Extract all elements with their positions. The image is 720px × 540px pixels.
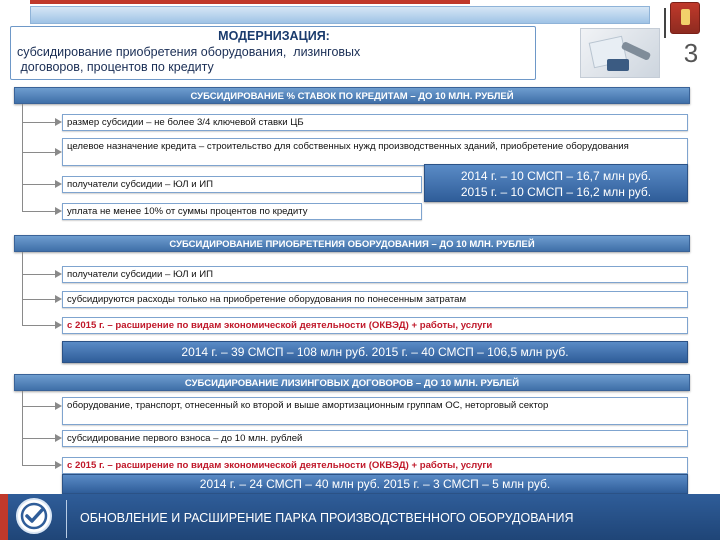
coat-of-arms-icon xyxy=(670,2,700,34)
tree-branch xyxy=(22,406,56,407)
list-item: субсидируются расходы только на приобретение оборудования по понесенным затратам xyxy=(62,291,688,308)
stats-box-credit xyxy=(424,164,688,202)
footer-caption: ОБНОВЛЕНИЕ И РАСШИРЕНИЕ ПАРКА ПРОИЗВОДСТВЕННОГО ОБОРУДОВАНИЯ xyxy=(80,511,574,525)
section-heading-leasing: СУБСИДИРОВАНИЕ ЛИЗИНГОВЫХ ДОГОВОРОВ – ДО 10 МЛН. РУБЛЕЙ xyxy=(14,374,690,391)
list-item: получатели субсидии – ЮЛ и ИП xyxy=(62,266,688,283)
section-heading-credit: СУБСИДИРОВАНИЕ % СТАВОК ПО КРЕДИТАМ – ДО 10 МЛН. РУБЛЕЙ xyxy=(14,87,690,104)
arrow-right-icon xyxy=(55,207,62,215)
page-subtitle-line-1: субсидирование приобретения оборудования, лизинговых xyxy=(17,45,361,59)
list-item-highlight: с 2015 г. – расширение по видам экономической деятельности (ОКВЭД) + работы, услуги xyxy=(62,317,688,334)
arrow-right-icon xyxy=(55,270,62,278)
arrow-right-icon xyxy=(55,321,62,329)
arrow-right-icon xyxy=(55,402,62,410)
stats-bar-equipment: 2014 г. – 39 СМСП – 108 млн руб. 2015 г. – 40 СМСП – 106,5 млн руб. xyxy=(62,341,688,363)
list-item: уплата не менее 10% от суммы процентов по кредиту xyxy=(62,203,422,220)
footer-accent-strip xyxy=(0,494,8,540)
stats-line: 2014 г. – 10 СМСП – 16,7 млн руб. xyxy=(460,169,652,183)
stats-bar-leasing: 2014 г. – 24 СМСП – 40 млн руб. 2015 г. – 3 СМСП – 5 млн руб. xyxy=(62,474,688,494)
calculator-icon xyxy=(607,59,629,71)
list-item: получатели субсидии – ЮЛ и ИП xyxy=(62,176,422,193)
top-accent-bar xyxy=(30,0,470,4)
arrow-right-icon xyxy=(55,434,62,442)
tree-branch xyxy=(22,299,56,300)
tree-connector xyxy=(22,104,23,212)
arrow-right-icon xyxy=(55,118,62,126)
tree-branch xyxy=(22,274,56,275)
list-item: целевое назначение кредита – строительство для собственных нужд производственных зданий, приобретение оборудования xyxy=(62,138,688,166)
arrow-right-icon xyxy=(55,295,62,303)
page-subtitle xyxy=(17,45,527,75)
page-title: МОДЕРНИЗАЦИЯ: xyxy=(218,29,330,43)
arrow-right-icon xyxy=(55,148,62,156)
tree-branch xyxy=(22,325,56,326)
tree-connector xyxy=(22,391,23,466)
title-box xyxy=(10,26,536,80)
top-header-bar xyxy=(30,6,650,24)
page-subtitle-line-2: договоров, процентов по кредиту xyxy=(17,60,214,74)
tree-branch xyxy=(22,152,56,153)
header-divider xyxy=(664,8,666,38)
list-item: субсидирование первого взноса – до 10 млн. рублей xyxy=(62,430,688,447)
section-heading-equipment: СУБСИДИРОВАНИЕ ПРИОБРЕТЕНИЯ ОБОРУДОВАНИЯ – ДО 10 МЛН. РУБЛЕЙ xyxy=(14,235,690,252)
footer-divider xyxy=(66,500,67,538)
tree-branch xyxy=(22,438,56,439)
tree-branch xyxy=(22,122,56,123)
office-photo xyxy=(580,28,660,78)
list-item: размер субсидии – не более 3/4 ключевой ставки ЦБ xyxy=(62,114,688,131)
list-item-highlight: с 2015 г. – расширение по видам экономической деятельности (ОКВЭД) + работы, услуги xyxy=(62,457,688,474)
tree-branch xyxy=(22,465,56,466)
stats-line: 2015 г. – 10 СМСП – 16,2 млн руб. xyxy=(460,185,652,199)
tree-branch xyxy=(22,184,56,185)
arrow-right-icon xyxy=(55,180,62,188)
arrow-right-icon xyxy=(55,461,62,469)
page-number: 3 xyxy=(683,38,699,68)
checkmark-icon xyxy=(16,498,52,534)
list-item: оборудование, транспорт, отнесенный ко второй и выше амортизационным группам ОС, неторговый сектор xyxy=(62,397,688,425)
tree-branch xyxy=(22,211,56,212)
tree-connector xyxy=(22,252,23,326)
